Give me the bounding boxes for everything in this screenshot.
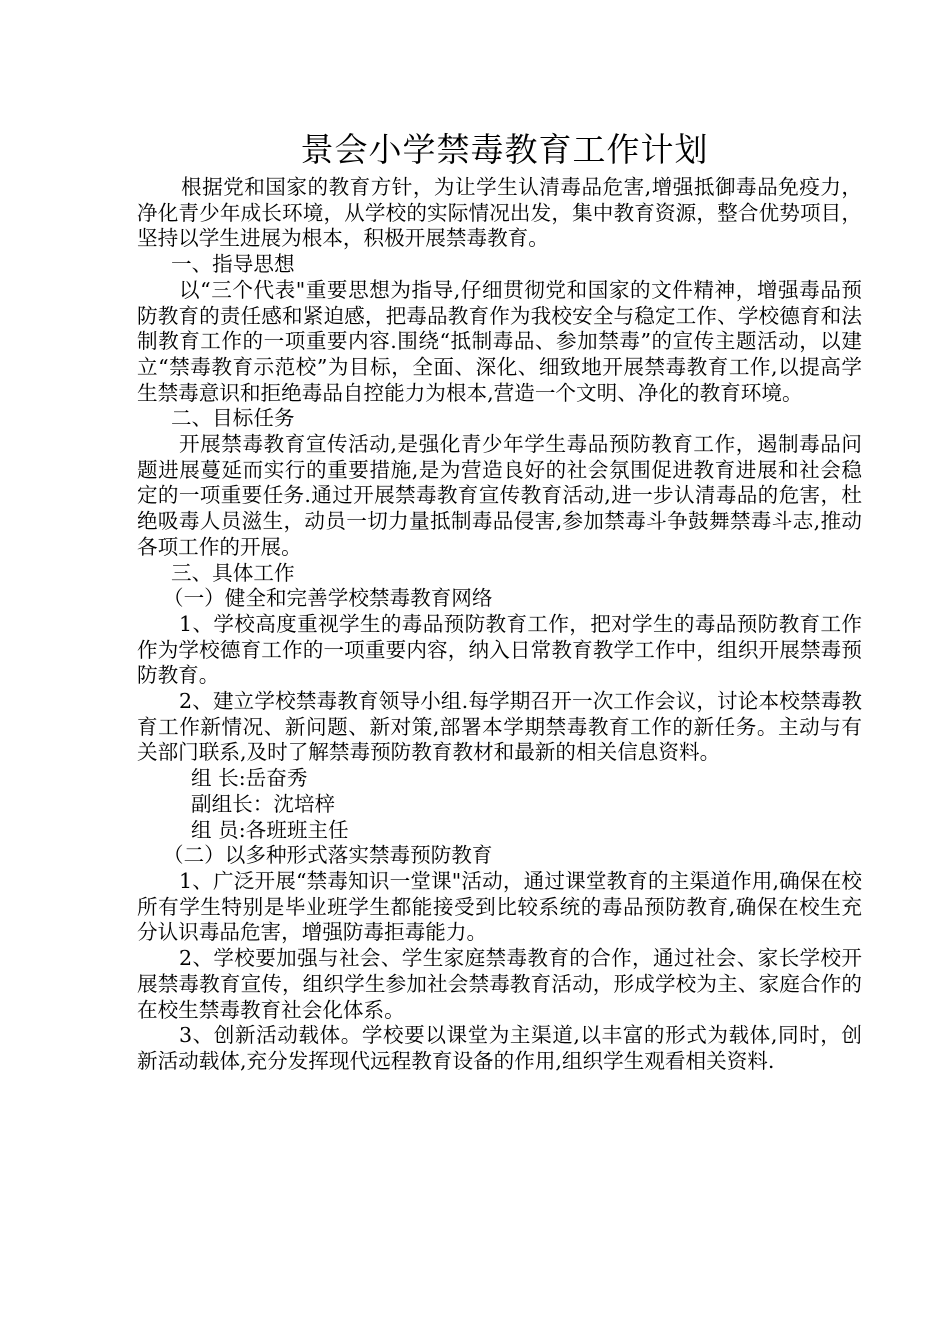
network-paragraph-2: 2、建立学校禁毒教育领导小组.每学期召开一次工作会议，讨论本校禁毒教育工作新情况、新问题、新对策,部署本学期禁毒教育工作的新任务。主动与有关部门联系,及时了解禁毒预防教育教材和最新的相关信息资料。 <box>137 689 862 765</box>
team-leader-line: 组 长:岳奋秀 <box>191 766 308 791</box>
document-page <box>137 128 862 1075</box>
team-members-line: 组 员:各班班主任 <box>191 817 349 842</box>
forms-paragraph-1: 1、广泛开展“禁毒知识一堂课"活动，通过课堂教育的主渠道作用,确保在校所有学生特别是毕业班学生都能接受到比较系统的毒品预防教育,确保在校生充分认识毒品危害，增强防毒拒毒能力。 <box>137 868 862 945</box>
network-paragraph-1: 1、学校高度重视学生的毒品预防教育工作，把对学生的毒品预防教育工作作为学校德育工作的一项重要内容，纳入日常教育教学工作中，组织开展禁毒预防教育。 <box>137 611 862 688</box>
document-title: 景会小学禁毒教育工作计划 <box>300 130 709 169</box>
subsection-heading-network: （一）健全和完善学校禁毒教育网络 <box>163 586 493 611</box>
guiding-ideology-paragraph: 以“三个代表"重要思想为指导,仔细贯彻党和国家的文件精神，增强毒品预防教育的责任感和紧迫感，把毒品教育作为我校安全与稳定工作、学校德育和法制教育工作的一项重要内容.围绕“抵制毒品、参加禁毒”的宣传主题活动，以建立“禁毒教育示范校”为目标，全面、深化、细致地开展禁毒教育工作,以提高学生禁毒意识和拒绝毒品自控能力为根本,营造一个文明、净化的教育环境。 <box>137 277 862 405</box>
forms-paragraph-2: 2、学校要加强与社会、学生家庭禁毒教育的合作，通过社会、家长学校开展禁毒教育宣传，组织学生参加社会禁毒教育活动，形成学校为主、家庭合作的在校生禁毒教育社会化体系。 <box>137 946 862 1022</box>
forms-paragraph-3: 3、创新活动载体。学校要以课堂为主渠道,以丰富的形式为载体,同时，创新活动载体,充分发挥现代远程教育设备的作用,组织学生观看相关资料. <box>137 1023 862 1073</box>
goals-paragraph: 开展禁毒教育宣传活动,是强化青少年学生毒品预防教育工作，遏制毒品问题进展蔓延而实行的重要措施,是为营造良好的社会氛围促进教育进展和社会稳定的一项重要任务.通过开展禁毒教育宣传教育活动,进一步认清毒品的危害，杜绝吸毒人员滋生，动员一切力量抵制毒品侵害,参加禁毒斗争鼓舞禁毒斗志,推动各项工作的开展。 <box>137 432 862 559</box>
section-heading-specific-work: 三、具体工作 <box>171 560 295 585</box>
subsection-heading-forms: （二）以多种形式落实禁毒预防教育 <box>163 843 493 868</box>
section-heading-guiding-ideology: 一、指导思想 <box>171 252 295 277</box>
team-deputy-line: 副组长：沈培梓 <box>191 791 336 816</box>
intro-paragraph: 根据党和国家的教育方针，为让学生认清毒品危害,增强抵御毒品免疫力，净化青少年成长环境，从学校的实际情况出发，集中教育资源，整合优势项目，坚持以学生进展为根本，积极开展禁毒教育。 <box>137 175 862 251</box>
section-heading-goals: 二、目标任务 <box>171 406 295 431</box>
